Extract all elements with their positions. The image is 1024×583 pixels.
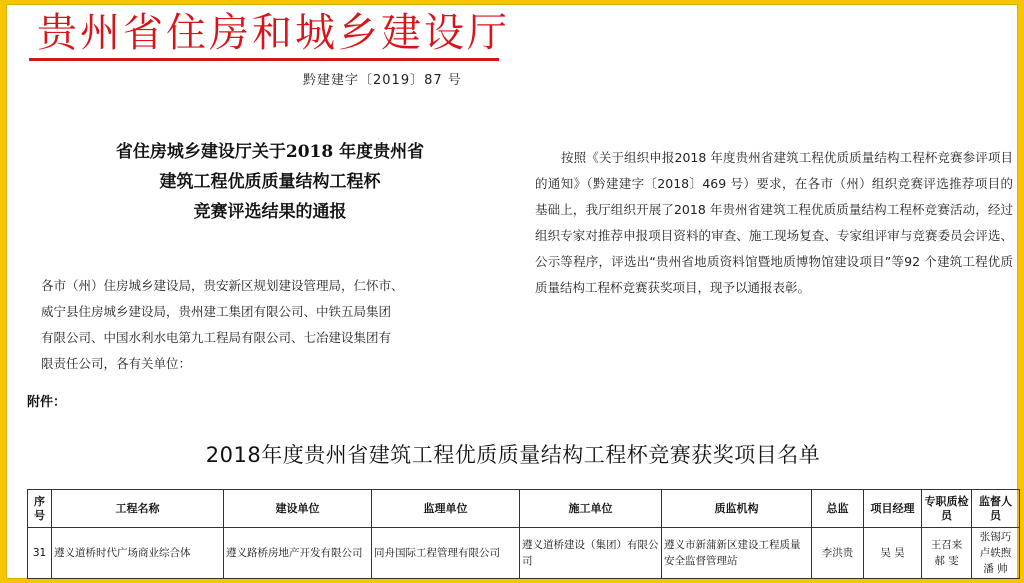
document-number: 黔建建字〔2019〕87 号 bbox=[303, 73, 462, 88]
letterhead-red-rule bbox=[29, 58, 499, 61]
recipients-line: 威宁县住房城乡建设局，贵州建工集团有限公司、中铁五局集团 bbox=[41, 304, 392, 319]
header-inspectors: 监督人员 bbox=[972, 490, 1020, 528]
notice-body: 按照《关于组织申报2018 年度贵州省建筑工程优质质量结构工程杯竞赛参评项目的通知》（黔建建字〔2018〕469 号）要求，在各市（州）组织竞赛评选推荐项目的基础上，我厅组织开展了2018 年贵州省建筑工程优质质量结构工程杯竞赛活动，经过组织专家对推荐申报项目资料的审查、施工现场复查、专家组评审与竞赛委员会评选、公示等程序，评选出“贵州省地质资料馆暨地质博物馆建设项目”等92 个建筑工程优质质量结构工程杯竞赛获奖项目，现予以通报表彰。 bbox=[535, 150, 1013, 295]
attachment-label: 附件： bbox=[27, 395, 67, 410]
cell-supervisor-unit: 同舟国际工程管理有限公司 bbox=[372, 528, 520, 579]
header-quality-agency: 质监机构 bbox=[662, 490, 812, 528]
table-header-row bbox=[28, 490, 1020, 528]
cell-contractor: 遵义道桥建设（集团）有限公司 bbox=[520, 528, 662, 579]
header-project: 工程名称 bbox=[52, 490, 224, 528]
recipients-line: 限责任公司，各有关单位： bbox=[41, 356, 192, 371]
cell-project-manager: 吴 昊 bbox=[864, 528, 922, 579]
header-quality-inspector: 专职质检员 bbox=[922, 490, 972, 528]
cell-inspectors: 张锡巧 卢轶煦 潘 帅 bbox=[972, 528, 1020, 579]
header-supervisor-unit: 监理单位 bbox=[372, 490, 520, 528]
notice-title-line: 竞赛评选结果的通报 bbox=[193, 202, 347, 222]
table-row bbox=[28, 528, 1020, 579]
cell-no: 31 bbox=[28, 528, 52, 579]
cell-project: 遵义道桥时代广场商业综合体 bbox=[52, 528, 224, 579]
recipients-block bbox=[41, 273, 509, 377]
letterhead-title: 贵州省住房和城乡建设厅 bbox=[37, 10, 510, 56]
cell-chief-supervisor: 李洪贵 bbox=[812, 528, 864, 579]
cell-owner: 遵义路桥房地产开发有限公司 bbox=[224, 528, 372, 579]
cell-quality-inspector: 王召来 郝 雯 bbox=[922, 528, 972, 579]
recipients-line: 有限公司、中国水利水电第九工程局有限公司、七冶建设集团有 bbox=[41, 330, 392, 345]
notice-title bbox=[65, 137, 475, 227]
recipients-line: 各市（州）住房城乡建设局，贵安新区规划建设管理局，仁怀市、 bbox=[41, 278, 404, 293]
award-list-title: 2018年度贵州省建筑工程优质质量结构工程杯竞赛获奖项目名单 bbox=[205, 443, 821, 467]
document-page bbox=[6, 4, 1018, 579]
header-chief-supervisor: 总监 bbox=[812, 490, 864, 528]
award-table bbox=[27, 489, 1020, 579]
header-contractor: 施工单位 bbox=[520, 490, 662, 528]
header-owner: 建设单位 bbox=[224, 490, 372, 528]
header-project-manager: 项目经理 bbox=[864, 490, 922, 528]
header-no: 序号 bbox=[28, 490, 52, 528]
notice-title-line: 省住房城乡建设厅关于2018 年度贵州省 bbox=[115, 142, 425, 162]
notice-title-line: 建筑工程优质质量结构工程杯 bbox=[159, 172, 381, 192]
cell-quality-agency: 遵义市新蒲新区建设工程质量安全监督管理站 bbox=[662, 528, 812, 579]
